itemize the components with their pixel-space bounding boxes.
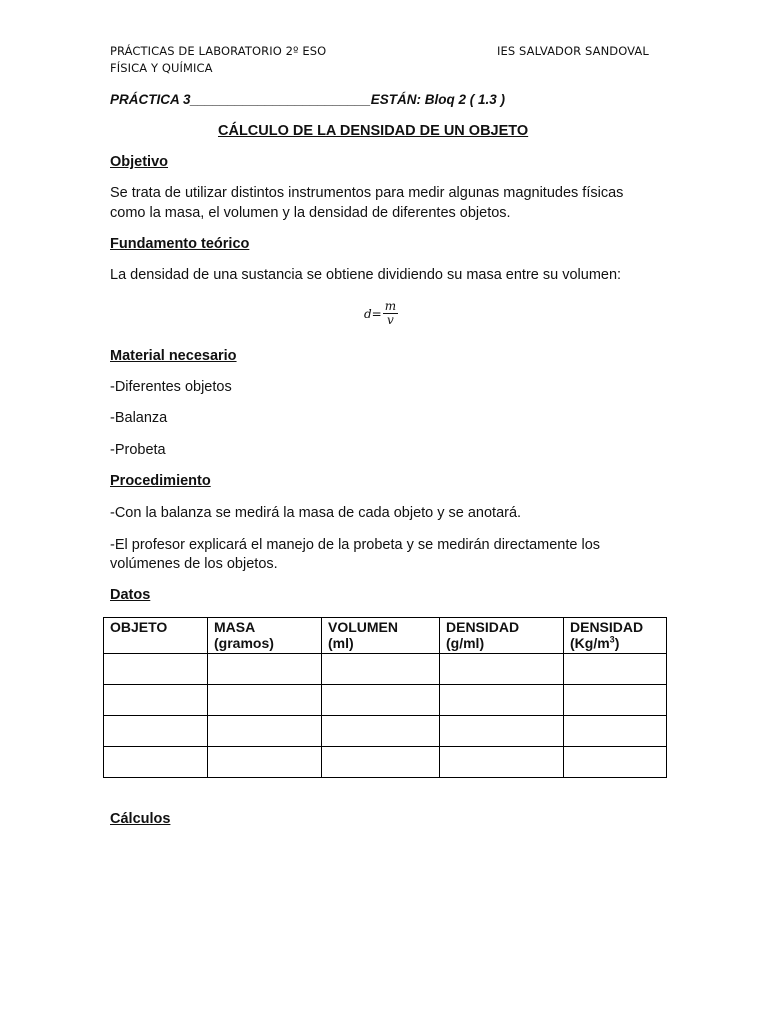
column-header-unit: (g/ml) bbox=[446, 635, 485, 651]
table-cell[interactable] bbox=[564, 685, 667, 716]
column-header-label: OBJETO bbox=[110, 619, 168, 635]
table-row bbox=[104, 685, 667, 716]
heading-procedimiento: Procedimiento bbox=[110, 473, 211, 489]
column-header-unit: (gramos) bbox=[214, 635, 274, 651]
table-cell[interactable] bbox=[208, 685, 322, 716]
column-header-densidad-gml bbox=[440, 618, 564, 654]
practice-line: PRÁCTICA 3________________________ESTÁN: Bloq 2 ( 1.3 ) bbox=[110, 92, 505, 107]
table-cell[interactable] bbox=[208, 654, 322, 685]
heading-datos: Datos bbox=[110, 587, 151, 603]
density-formula bbox=[364, 300, 398, 327]
table-row bbox=[104, 716, 667, 747]
formula-numerator: m bbox=[384, 299, 397, 313]
column-header-label: MASA bbox=[214, 619, 256, 635]
table-cell[interactable] bbox=[322, 685, 440, 716]
header-course: PRÁCTICAS DE LABORATORIO 2º ESO bbox=[110, 44, 327, 58]
heading-calculos: Cálculos bbox=[110, 811, 171, 827]
table-cell[interactable] bbox=[208, 747, 322, 778]
formula-denominator: v bbox=[387, 313, 394, 327]
column-header-volumen bbox=[322, 618, 440, 654]
column-header-label: DENSIDAD bbox=[446, 619, 520, 635]
column-header-densidad-kgm3 bbox=[564, 618, 667, 654]
data-table bbox=[103, 617, 667, 778]
document-title: CÁLCULO DE LA DENSIDAD DE UN OBJETO bbox=[218, 123, 529, 139]
column-header-unit bbox=[570, 635, 660, 651]
formula-fraction bbox=[383, 300, 398, 327]
column-header-masa bbox=[208, 618, 322, 654]
table-header-row bbox=[104, 618, 667, 654]
heading-fundamento: Fundamento teórico bbox=[110, 236, 250, 252]
procedimiento-step-1: -Con la balanza se medirá la masa de cada objeto y se anotará. bbox=[110, 505, 522, 521]
table-row bbox=[104, 654, 667, 685]
unit-close: ) bbox=[614, 635, 620, 651]
heading-material: Material necesario bbox=[110, 348, 237, 364]
table-row bbox=[104, 747, 667, 778]
unit-exponent: 3 bbox=[609, 634, 615, 645]
procedimiento-step-2-line-1: -El profesor explicará el manejo de la probeta y se medirán directamente los bbox=[110, 537, 601, 553]
table-cell[interactable] bbox=[208, 716, 322, 747]
table-cell[interactable] bbox=[440, 747, 564, 778]
table-cell[interactable] bbox=[322, 716, 440, 747]
table-cell[interactable] bbox=[564, 747, 667, 778]
header-subject: FÍSICA Y QUÍMICA bbox=[110, 61, 213, 75]
column-header-label: DENSIDAD bbox=[570, 619, 644, 635]
table-cell[interactable] bbox=[104, 685, 208, 716]
header-school: IES SALVADOR SANDOVAL bbox=[497, 44, 649, 58]
table-cell[interactable] bbox=[440, 716, 564, 747]
objetivo-text-1: Se trata de utilizar distintos instrumentos para medir algunas magnitudes físicas bbox=[110, 185, 624, 201]
procedimiento-step-2-line-2: volúmenes de los objetos. bbox=[110, 556, 278, 572]
objetivo-text-2: como la masa, el volumen y la densidad de diferentes objetos. bbox=[110, 205, 511, 221]
table-cell[interactable] bbox=[564, 654, 667, 685]
table-cell[interactable] bbox=[104, 747, 208, 778]
table-cell[interactable] bbox=[322, 747, 440, 778]
material-item: -Diferentes objetos bbox=[110, 379, 232, 395]
heading-objetivo: Objetivo bbox=[110, 154, 169, 170]
unit-base: (Kg/m bbox=[570, 635, 610, 651]
formula-lhs: d= bbox=[364, 306, 382, 321]
material-item: -Probeta bbox=[110, 442, 166, 458]
fundamento-text: La densidad de una sustancia se obtiene dividiendo su masa entre su volumen: bbox=[110, 267, 622, 283]
table-cell[interactable] bbox=[104, 654, 208, 685]
table-cell[interactable] bbox=[564, 716, 667, 747]
column-header-objeto bbox=[104, 618, 208, 654]
table-cell[interactable] bbox=[440, 654, 564, 685]
table-cell[interactable] bbox=[322, 654, 440, 685]
table-cell[interactable] bbox=[440, 685, 564, 716]
column-header-label: VOLUMEN bbox=[328, 619, 398, 635]
table-cell[interactable] bbox=[104, 716, 208, 747]
material-item: -Balanza bbox=[110, 410, 168, 426]
column-header-unit: (ml) bbox=[328, 635, 354, 651]
